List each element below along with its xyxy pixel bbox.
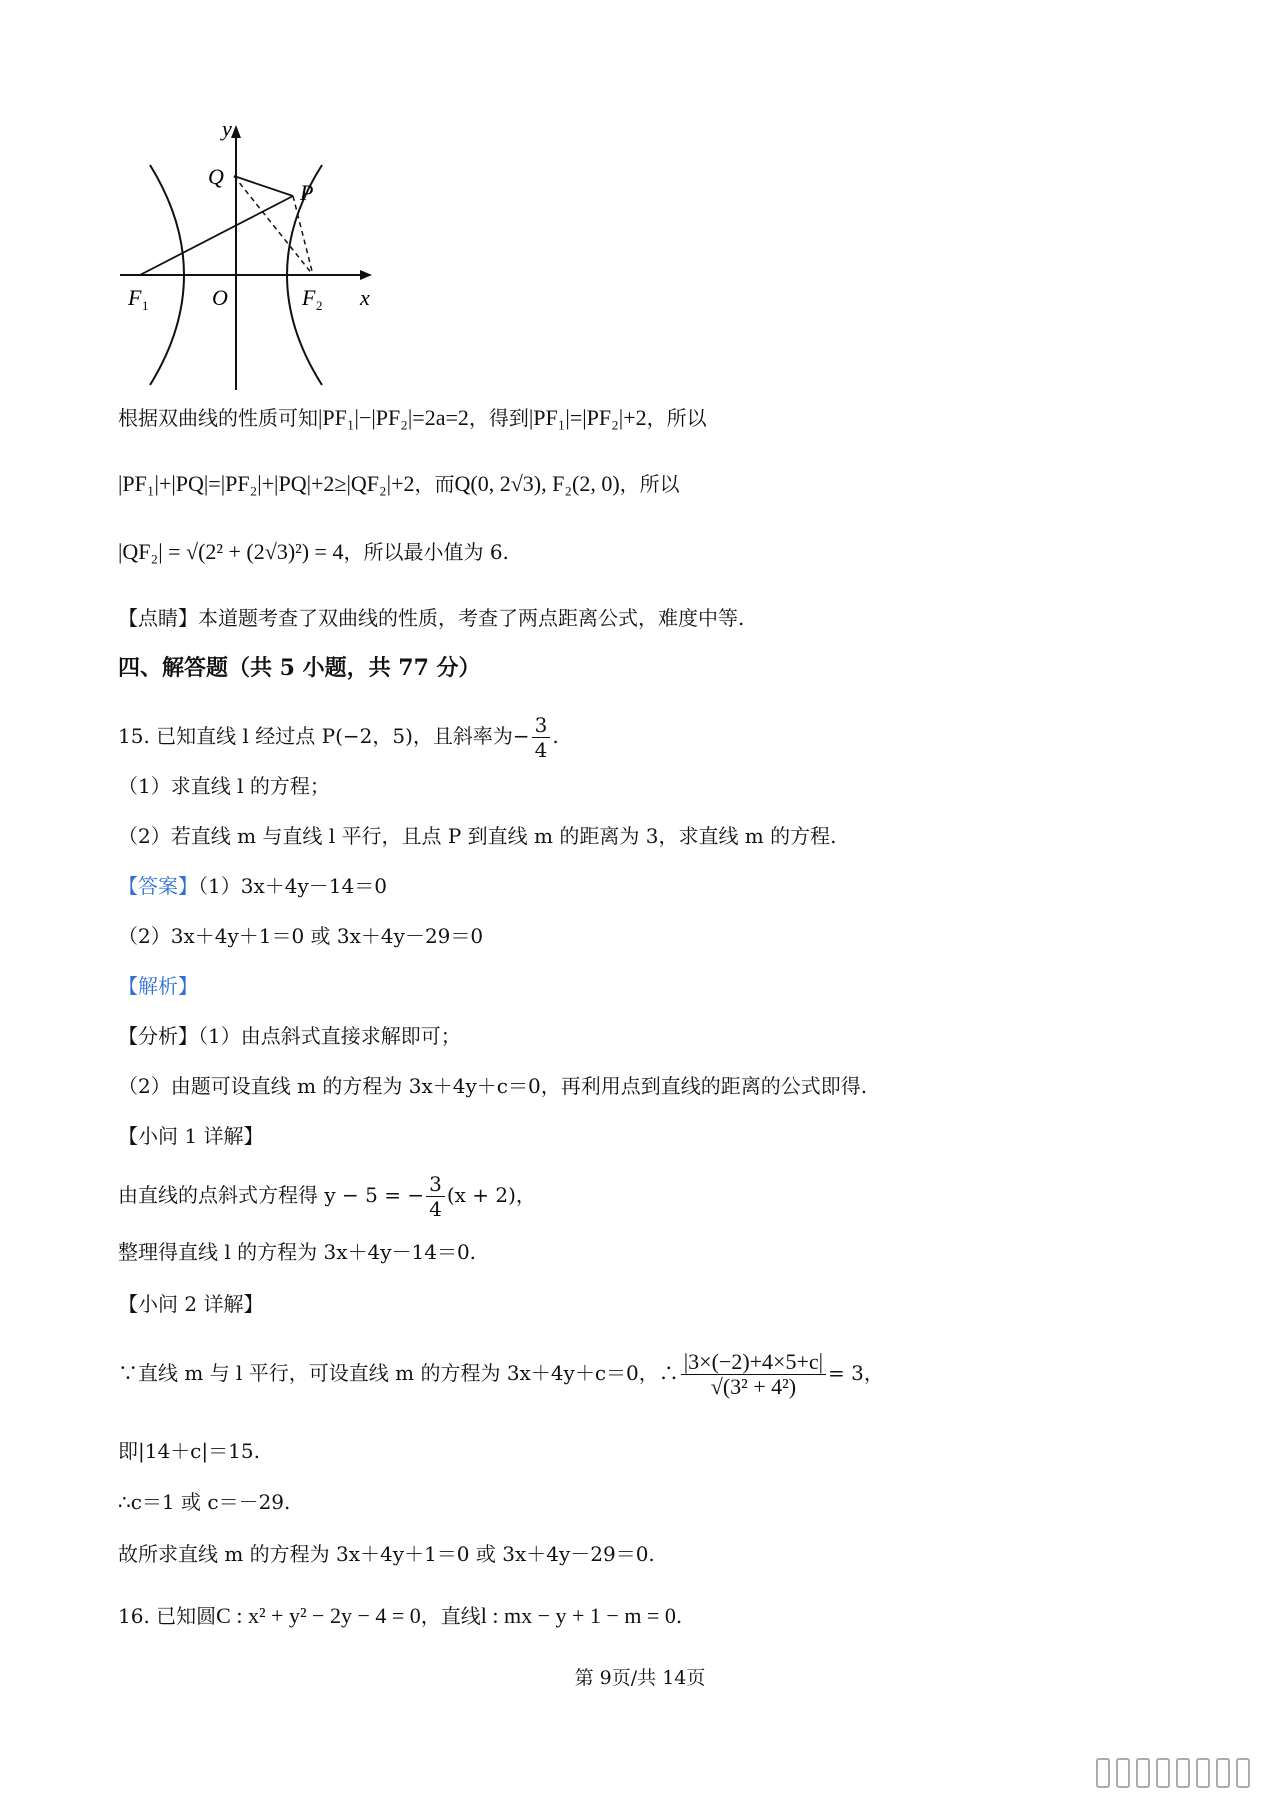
comment14: 【点睛】本道题考查了双曲线的性质，考查了两点距离公式，难度中等. <box>118 606 745 630</box>
fenxi-tag: 【分析】 <box>118 1024 198 1048</box>
label-f2-sub: 2 <box>316 298 323 313</box>
q15-sub2-line3: ∴c＝1 或 c＝－29. <box>118 1490 291 1514</box>
formula: |PF₁|=|PF₂|+2 <box>528 405 647 430</box>
q15-sub2-tag: 【小问 2 详解】 <box>118 1292 264 1316</box>
fraction: $\frac{|3\times(-2)+4\times 5+c|}{\text{√(3² + 4²)}}$ <box>681 1350 826 1399</box>
q15-sub2-line2: 即|14＋c|＝15. <box>118 1439 260 1463</box>
q15-answer1: 【答案】（1）3x＋4y－14＝0 <box>118 874 387 898</box>
comment-tag: 【点睛】 <box>118 606 198 630</box>
formula: l : mx − y + 1 − m = 0 <box>480 1603 676 1628</box>
label-f1: F <box>128 285 142 310</box>
page-number: 第 9页/共 14页 <box>574 1667 706 1689</box>
solution14-line3: |QF₂| = √(2² + (2√3)²) = 4，所以最小值为 6. <box>118 539 509 564</box>
formula: C : x² + y² − 2y − 4 = 0 <box>216 1603 421 1628</box>
q15-sub1-tag: 【小问 1 详解】 <box>118 1124 264 1148</box>
label-f2: F <box>302 285 316 310</box>
fraction: $\frac{3}{4}$ <box>532 713 551 762</box>
answer-tag: 【答案】 <box>118 874 198 898</box>
q15-fenxi1: 【分析】（1）由点斜式直接求解即可； <box>118 1024 461 1048</box>
q15-answer2: （2）3x＋4y＋1＝0 或 3x＋4y－29＝0 <box>118 924 484 948</box>
label-p: P <box>300 180 314 205</box>
label-x: x <box>360 285 370 310</box>
fraction: $\frac{3}{4}$ <box>426 1172 445 1221</box>
q15-part1: （1）求直线 l 的方程； <box>118 774 330 798</box>
q16-stem: 16. 已知圆C : x² + y² − 2y − 4 = 0，直线l : mx − y + 1 − m = 0. <box>118 1603 683 1628</box>
q15-sub1-line2: 整理得直线 l 的方程为 3x＋4y－14＝0. <box>118 1240 477 1264</box>
hyperbola-figure <box>110 120 410 390</box>
q15-sub2-line4: 故所求直线 m 的方程为 3x＋4y＋1＝0 或 3x＋4y－29＝0. <box>118 1542 655 1566</box>
label-f1-sub: 1 <box>142 298 149 313</box>
solution14-line1: 根据双曲线的性质可知|PF₁|−|PF₂|=2a=2，得到|PF₁|=|PF₂|+2，所以 <box>118 405 707 430</box>
q15-sub1-line1: 由直线的点斜式方程得 y − 5 = − $\frac{3}{4}$ (x + 2)， <box>118 1172 536 1221</box>
watermark-bars-icon <box>1096 1758 1250 1788</box>
formula: |PF₁|−|PF₂|=2a=2 <box>318 405 469 430</box>
solution14-line2: |PF₁|+|PQ|=|PF₂|+|PQ|+2≥|QF₂|+2，而Q(0, 2√3), F₂(2, 0)，所以 <box>118 471 680 496</box>
q15-part2: （2）若直线 m 与直线 l 平行，且点 P 到直线 m 的距离为 3，求直线 m 的方程. <box>118 824 837 848</box>
formula: |QF₂| = √(2² + (2√3)²) = 4 <box>118 539 344 564</box>
q15-fenxi2: （2）由题可设直线 m 的方程为 3x＋4y＋c＝0，再利用点到直线的距离的公式即得. <box>118 1074 868 1098</box>
label-y: y <box>222 120 232 141</box>
label-q: Q <box>208 164 224 189</box>
label-o: O <box>212 285 228 310</box>
formula: |PF₁|+|PQ|=|PF₂|+|PQ|+2≥|QF₂|+2 <box>118 471 415 496</box>
analysis-tag: 【解析】 <box>118 974 198 998</box>
formula: Q(0, 2√3), F₂(2, 0) <box>454 471 620 496</box>
q15-sub2-line1: ∵直线 m 与 l 平行，可设直线 m 的方程为 3x＋4y＋c＝0，∴ $\frac{|3\times(-2)+4\times 5+c|}{\text{√(3² + 4²)}}$ = 3， <box>118 1349 884 1399</box>
q15-stem: 15. 已知直线 l 经过点 P(−2，5)，且斜率为− $\frac{3}{4}$ . <box>118 713 559 762</box>
section4-heading: 四、解答题（共 5 小题，共 77 分） <box>118 655 481 681</box>
